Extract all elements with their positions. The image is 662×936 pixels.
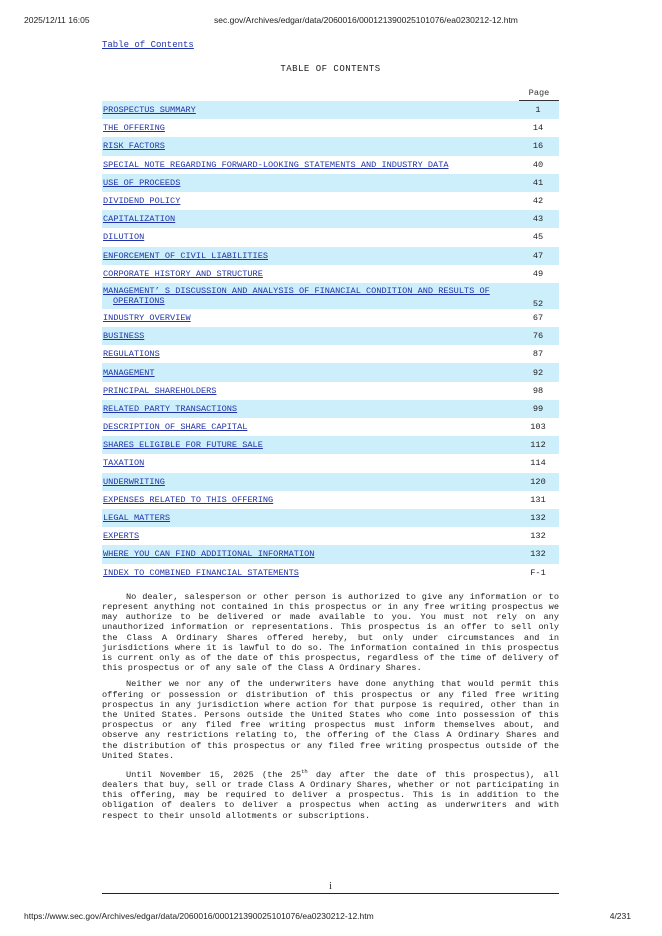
print-footer — [0, 911, 662, 925]
toc-entry-link[interactable]: INDEX TO COMBINED FINANCIAL STATEMENTS — [103, 567, 299, 578]
toc-page-number: 49 — [532, 268, 544, 279]
toc-entry-cell — [102, 400, 516, 418]
toc-page-number: 52 — [516, 283, 559, 309]
toc-entry-link[interactable]: MANAGEMENT — [103, 367, 155, 378]
toc-entry-cell — [102, 473, 516, 491]
toc-page-number: 112 — [516, 436, 559, 454]
toc-page-number: 40 — [532, 159, 544, 170]
toc-row — [102, 247, 559, 265]
toc-page-number: 92 — [516, 363, 559, 381]
para3-start: Until November 15, 2025 (the 25 — [126, 769, 302, 780]
toc-page-number: 76 — [516, 327, 559, 345]
print-datetime: 2025/12/11 16:05 — [24, 15, 90, 25]
toc-entry-cell — [102, 363, 516, 381]
toc-row — [102, 491, 559, 509]
toc-row — [102, 345, 559, 363]
toc-page-number: 114 — [530, 458, 546, 469]
toc-entry-cell — [102, 247, 516, 265]
toc-page-number: 103 — [530, 422, 546, 433]
toc-heading: TABLE OF CONTENTS — [280, 64, 381, 74]
toc-page-number: 120 — [516, 473, 559, 491]
disclaimer-paragraph-3 — [102, 767, 559, 821]
toc-entry-cell — [102, 327, 516, 345]
toc-entry-cell — [102, 119, 516, 137]
toc-entry-link[interactable]: UNDERWRITING — [103, 476, 165, 487]
toc-row — [102, 418, 559, 436]
toc-row — [102, 192, 559, 210]
toc-entry-link[interactable]: DIVIDEND POLICY — [103, 196, 181, 207]
toc-entry-link[interactable]: PROSPECTUS SUMMARY — [103, 105, 196, 116]
print-url: https://www.sec.gov/Archives/edgar/data/2060016/000121390025101076/ea0230212-12.htm — [24, 911, 374, 921]
toc-entry-link[interactable]: INDUSTRY OVERVIEW — [103, 312, 191, 323]
toc-entry-cell — [102, 309, 516, 327]
toc-row — [102, 265, 559, 283]
toc-row — [102, 283, 559, 309]
toc-row — [102, 382, 559, 400]
toc-page-number: 87 — [532, 349, 544, 360]
print-page-count: 4/231 — [609, 911, 631, 921]
toc-row — [102, 454, 559, 472]
toc-entry-cell — [102, 491, 516, 509]
toc-entry-link[interactable]: RISK FACTORS — [103, 141, 165, 152]
toc-entry-link[interactable]: SHARES ELIGIBLE FOR FUTURE SALE — [103, 440, 263, 451]
toc-row — [102, 527, 559, 545]
toc-entry-link[interactable]: ENFORCEMENT OF CIVIL LIABILITIES — [103, 250, 269, 261]
toc-entry-link[interactable]: TAXATION — [103, 458, 145, 469]
toc-entry-link[interactable]: BUSINESS — [103, 331, 145, 342]
toc-page-number: 16 — [516, 137, 559, 155]
toc-row — [102, 101, 559, 119]
toc-page-number: 1 — [516, 101, 559, 119]
toc-row — [102, 174, 559, 192]
toc-row — [102, 156, 559, 174]
toc-entry-cell — [102, 509, 516, 527]
toc-table — [102, 85, 559, 582]
toc-page-number: 67 — [532, 312, 544, 323]
disclaimer-paragraph-2: Neither we nor any of the underwriters have done anything that would permit this offering or possession or distribution of this prospectus or any filed free writing prospectus in any jurisdiction where action for that purpose is required, other than in the United States. Persons outside the United States who come into possession of this prospectus or any filed free writing prospectus must inform themselves about, and observe any restrictions relating to, the offering of the Class A Ordinary Shares and the distribution of this prospectus or any filed free writing prospectus outside of the United States. — [102, 679, 559, 761]
toc-row — [102, 564, 559, 582]
toc-entry-cell — [102, 228, 516, 246]
toc-row — [102, 228, 559, 246]
toc-entry-link[interactable]: MANAGEMENT’ S DISCUSSION AND ANALYSIS OF FINANCIAL CONDITION AND RESULTS OF — [103, 285, 490, 296]
toc-page-number: 98 — [532, 385, 544, 396]
toc-entry-cell — [102, 454, 516, 472]
toc-row — [102, 509, 559, 527]
toc-entry-link[interactable]: LEGAL MATTERS — [103, 513, 171, 524]
toc-page-number: 47 — [516, 247, 559, 265]
toc-entry-cell — [102, 564, 516, 582]
toc-entry-link[interactable]: DILUTION — [103, 232, 145, 243]
disclaimer-paragraph-1: No dealer, salesperson or other person is authorized to give any information or to represent anything not contained in this prospectus or in any free writing prospectus we may authorize to be delivered or made available to you. You must not rely on any unauthorized information or representations. This prospectus is an offer to sell only the Class A Ordinary Shares offered hereby, but only under circumstances and in jurisdictions where it is lawful to do so. The information contained in this prospectus is current only as of the date of this prospectus, regardless of the time of delivery of this prospectus or of any sale of the Class A Ordinary Shares. — [102, 591, 559, 674]
toc-entry-link[interactable]: CORPORATE HISTORY AND STRUCTURE — [103, 268, 263, 279]
toc-row — [102, 545, 559, 563]
toc-entry-cell — [102, 101, 516, 119]
toc-entry-cell — [102, 265, 516, 283]
toc-page-number: 45 — [532, 232, 544, 243]
toc-page-number: 132 — [516, 509, 559, 527]
toc-entry-link[interactable]: EXPENSES RELATED TO THIS OFFERING — [103, 494, 274, 505]
print-header — [0, 15, 662, 29]
toc-entry-link[interactable]: DESCRIPTION OF SHARE CAPITAL — [103, 422, 248, 433]
toc-page-number: 99 — [516, 400, 559, 418]
toc-row — [102, 473, 559, 491]
toc-page-number: 131 — [530, 494, 546, 505]
toc-entry-cell — [102, 283, 516, 309]
toc-page-number: 132 — [516, 545, 559, 563]
toc-row — [102, 137, 559, 155]
table-of-contents-link[interactable]: Table of Contents — [102, 40, 194, 50]
toc-entry-link[interactable]: EXPERTS — [103, 531, 140, 542]
toc-entry-cell — [102, 174, 516, 192]
toc-page-number: F-1 — [530, 567, 546, 578]
page-number: i — [329, 881, 332, 892]
toc-entry-link[interactable]: THE OFFERING — [103, 123, 165, 134]
toc-entry-link[interactable]: USE OF PROCEEDS — [103, 177, 181, 188]
toc-entry-cell — [102, 527, 516, 545]
page-bottom-rule — [102, 893, 559, 894]
toc-row — [102, 436, 559, 454]
toc-entry-link[interactable]: REGULATIONS — [103, 349, 160, 360]
toc-entry-cell — [102, 345, 516, 363]
toc-entry-cell — [102, 137, 516, 155]
toc-entry-cell — [102, 382, 516, 400]
print-page-title: sec.gov/Archives/edgar/data/2060016/000121390025101076/ea0230212-12.htm — [214, 15, 518, 25]
para3-superscript: th — [301, 767, 308, 775]
toc-entry-cell — [102, 210, 516, 228]
toc-entry-link[interactable]: WHERE YOU CAN FIND ADDITIONAL INFORMATION — [103, 549, 315, 560]
toc-header-row — [102, 85, 559, 101]
toc-row — [102, 327, 559, 345]
page-column-header: Page — [519, 86, 559, 101]
toc-row — [102, 119, 559, 137]
toc-page-number: 132 — [530, 531, 546, 542]
toc-row — [102, 309, 559, 327]
toc-page-number: 41 — [516, 174, 559, 192]
toc-entry-cell — [102, 156, 516, 174]
toc-entry-cell — [102, 192, 516, 210]
toc-row — [102, 210, 559, 228]
toc-entry-cell — [102, 436, 516, 454]
toc-entry-cell — [102, 545, 516, 563]
toc-entry-cell — [102, 418, 516, 436]
toc-row — [102, 400, 559, 418]
toc-entry-link-continued[interactable]: OPERATIONS — [113, 295, 165, 306]
toc-row — [102, 363, 559, 381]
toc-page-number: 43 — [516, 210, 559, 228]
document-body — [102, 38, 559, 821]
toc-entry-link[interactable]: PRINCIPAL SHAREHOLDERS — [103, 385, 217, 396]
toc-page-number: 42 — [532, 196, 544, 207]
toc-entry-link[interactable]: RELATED PARTY TRANSACTIONS — [103, 403, 238, 414]
toc-page-number: 14 — [532, 123, 544, 134]
toc-entry-link[interactable]: CAPITALIZATION — [103, 214, 176, 225]
toc-entry-link[interactable]: SPECIAL NOTE REGARDING FORWARD-LOOKING STATEMENTS AND INDUSTRY DATA — [103, 159, 449, 170]
para3-end: day after the date of this prospectus), all dealers that buy, sell or trade Class A Ordinary Shares, whether or not participating in this offering, may be required to deliver a prospectus. This is in addition to the obligation of dealers to deliver a prospectus when acting as underwriters and with respect to their unsold allotments or subscriptions. — [102, 769, 559, 821]
